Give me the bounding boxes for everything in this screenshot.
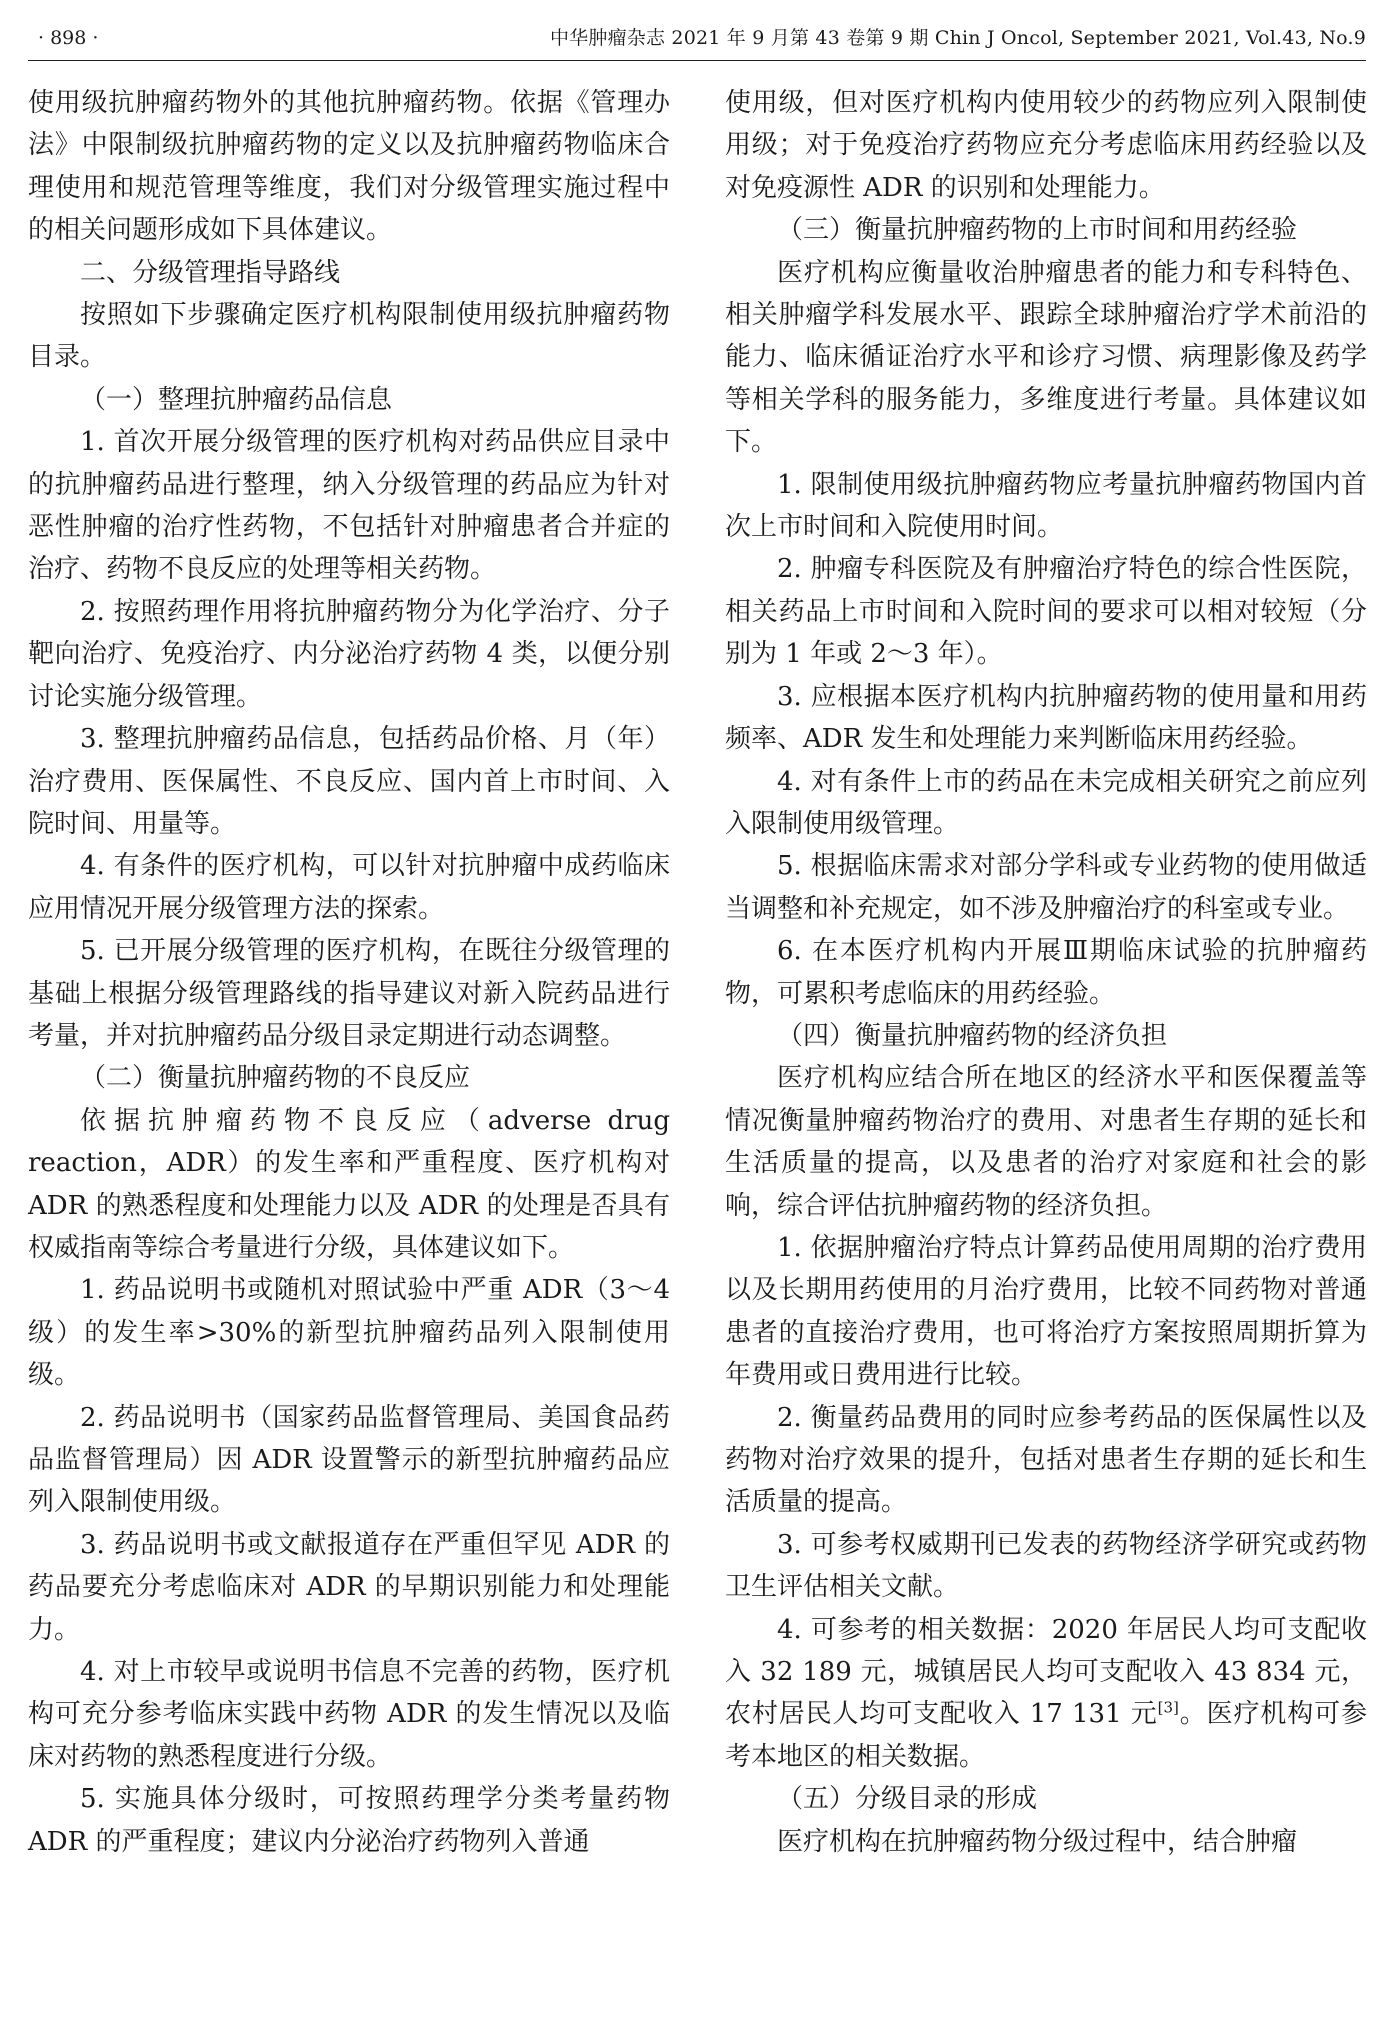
section-heading: （三）衡量抗肿瘤药物的上市时间和用药经验 [777, 215, 1298, 246]
body-paragraph: 6. 在本医疗机构内开展Ⅲ期临床试验的抗肿瘤药物，可累积考虑临床的用药经验。 [725, 936, 1367, 1009]
body-paragraph: 2. 药品说明书（国家药品监督管理局、美国食品药品监督管理局）因 ADR 设置警示的新型抗肿瘤药品应列入限制使用级。 [28, 1402, 670, 1518]
body-paragraph: 按照如下步骤确定医疗机构限制使用级抗肿瘤药物目录。 [28, 300, 670, 373]
continued-paragraph: 使用级抗肿瘤药物外的其他抗肿瘤药物。依据《管理办法》中限制级抗肿瘤药物的定义以及抗肿瘤药物临床合理使用和规范管理等维度，我们对分级管理实施过程中的相关问题形成如下具体建议。 [28, 88, 670, 246]
body-paragraph: 1. 药品说明书或随机对照试验中严重 ADR（3～4 级）的发生率>30%的新型抗肿瘤药品列入限制使用级。 [28, 1275, 670, 1391]
body-paragraph: 1. 限制使用级抗肿瘤药物应考量抗肿瘤药物国内首次上市时间和入院使用时间。 [725, 469, 1367, 543]
section-heading: 二、分级管理指导路线 [80, 257, 341, 288]
continued-paragraph: 使用级，但对医疗机构内使用较少的药物应列入限制使用级；对于免疫治疗药物应充分考虑临床用药经验以及对免疫源性 ADR 的识别和处理能力。 [725, 88, 1367, 203]
body-paragraph: 2. 按照药理作用将抗肿瘤药物分为化学治疗、分子靶向治疗、免疫治疗、内分泌治疗药物 4 类，以便分别讨论实施分级管理。 [28, 596, 670, 712]
body-paragraph: 4. 有条件的医疗机构，可以针对抗肿瘤中成药临床应用情况开展分级管理方法的探索。 [28, 851, 670, 924]
body-paragraph [725, 1609, 1367, 1779]
citation-reference[interactable]: [3] [1157, 1698, 1179, 1717]
running-header [28, 22, 1366, 54]
body-paragraph: 3. 整理抗肿瘤药品信息，包括药品价格、月（年）治疗费用、医保属性、不良反应、国内首上市时间、入院时间、用量等。 [28, 724, 670, 839]
header-divider [28, 60, 1366, 61]
body-paragraph: 3. 可参考权威期刊已发表的药物经济学研究或药物卫生评估相关文献。 [725, 1529, 1367, 1603]
paragraph-text: 。医疗机构可参考本地区的相关数据。 [725, 1699, 1367, 1772]
section-heading: （五）分级目录的形成 [777, 1784, 1038, 1815]
body-paragraph: 4. 对有条件上市的药品在未完成相关研究之前应列入限制使用级管理。 [725, 766, 1367, 839]
body-paragraph: 1. 首次开展分级管理的医疗机构对药品供应目录中的抗肿瘤药品进行整理，纳入分级管理的药品应为针对恶性肿瘤的治疗性药物，不包括针对肿瘤患者合并症的治疗、药物不良反应的处理等相关药物。 [28, 427, 670, 585]
body-paragraph: 3. 应根据本医疗机构内抗肿瘤药物的使用量和用药频率、ADR 发生和处理能力来判断临床用药经验。 [725, 681, 1367, 755]
paragraph-text: 4. 可参考的相关数据：2020 年居民人均可支配收入 32 189 元，城镇居民人均可支配收入 43 834 元，农村居民人均可支配收入 17 131 元 [725, 1614, 1367, 1730]
right-column [725, 82, 1367, 1863]
body-paragraph: 1. 依据肿瘤治疗特点计算药品使用周期的治疗费用以及长期用药使用的月治疗费用，比较不同药物对普通患者的直接治疗费用，也可将治疗方案按照周期折算为年费用或日费用进行比较。 [725, 1232, 1367, 1391]
section-heading: （四）衡量抗肿瘤药物的经济负担 [777, 1020, 1168, 1051]
body-paragraph: 2. 衡量药品费用的同时应参考药品的医保属性以及药物对治疗效果的提升，包括对患者生存期的延长和生活质量的提高。 [725, 1402, 1367, 1518]
section-heading: （二）衡量抗肿瘤药物的不良反应 [80, 1063, 471, 1094]
body-paragraph: 医疗机构在抗肿瘤药物分级过程中，结合肿瘤 [777, 1826, 1298, 1857]
journal-citation: 中华肿瘤杂志 2021 年 9 月第 43 卷第 9 期 Chin J Oncol, September 2021, Vol.43, No.9 [549, 27, 1366, 49]
left-column [28, 82, 670, 1863]
body-paragraph: 4. 对上市较早或说明书信息不完善的药物，医疗机构可充分参考临床实践中药物 ADR 的发生情况以及临床对药物的熟悉程度进行分级。 [28, 1657, 670, 1772]
body-paragraph: 医疗机构应结合所在地区的经济水平和医保覆盖等情况衡量肿瘤药物治疗的费用、对患者生存期的延长和生活质量的提高，以及患者的治疗对家庭和社会的影响，综合评估抗肿瘤药物的经济负担。 [725, 1063, 1367, 1221]
body-paragraph: 3. 药品说明书或文献报道存在严重但罕见 ADR 的药品要充分考虑临床对 ADR 的早期识别能力和处理能力。 [28, 1529, 670, 1645]
body-paragraph: 5. 已开展分级管理的医疗机构，在既往分级管理的基础上根据分级管理路线的指导建议对新入院药品进行考量，并对抗肿瘤药品分级目录定期进行动态调整。 [28, 936, 670, 1051]
body-paragraph: 5. 实施具体分级时，可按照药理学分类考量药物 ADR 的严重程度；建议内分泌治疗药物列入普通 [28, 1784, 670, 1857]
body-paragraph: 2. 肿瘤专科医院及有肿瘤治疗特色的综合性医院，相关药品上市时间和入院时间的要求可以相对较短（分别为 1 年或 2～3 年）。 [725, 554, 1367, 670]
section-heading: （一）整理抗肿瘤药品信息 [80, 384, 393, 415]
body-paragraph: 依据抗肿瘤药物不良反应（adverse drug reaction，ADR）的发生率和严重程度、医疗机构对 ADR 的熟悉程度和处理能力以及 ADR 的处理是否具有权威指南等综合考量进行分级，具体建议如下。 [28, 1105, 670, 1263]
body-paragraph: 医疗机构应衡量收治肿瘤患者的能力和专科特色、相关肿瘤学科发展水平、跟踪全球肿瘤治疗学术前沿的能力、临床循证治疗水平和诊疗习惯、病理影像及药学等相关学科的服务能力，多维度进行考量。具体建议如下。 [725, 257, 1367, 458]
body-paragraph: 5. 根据临床需求对部分学科或专业药物的使用做适当调整和补充规定，如不涉及肿瘤治疗的科室或专业。 [725, 851, 1367, 924]
page-number: · 898 · [38, 27, 99, 49]
